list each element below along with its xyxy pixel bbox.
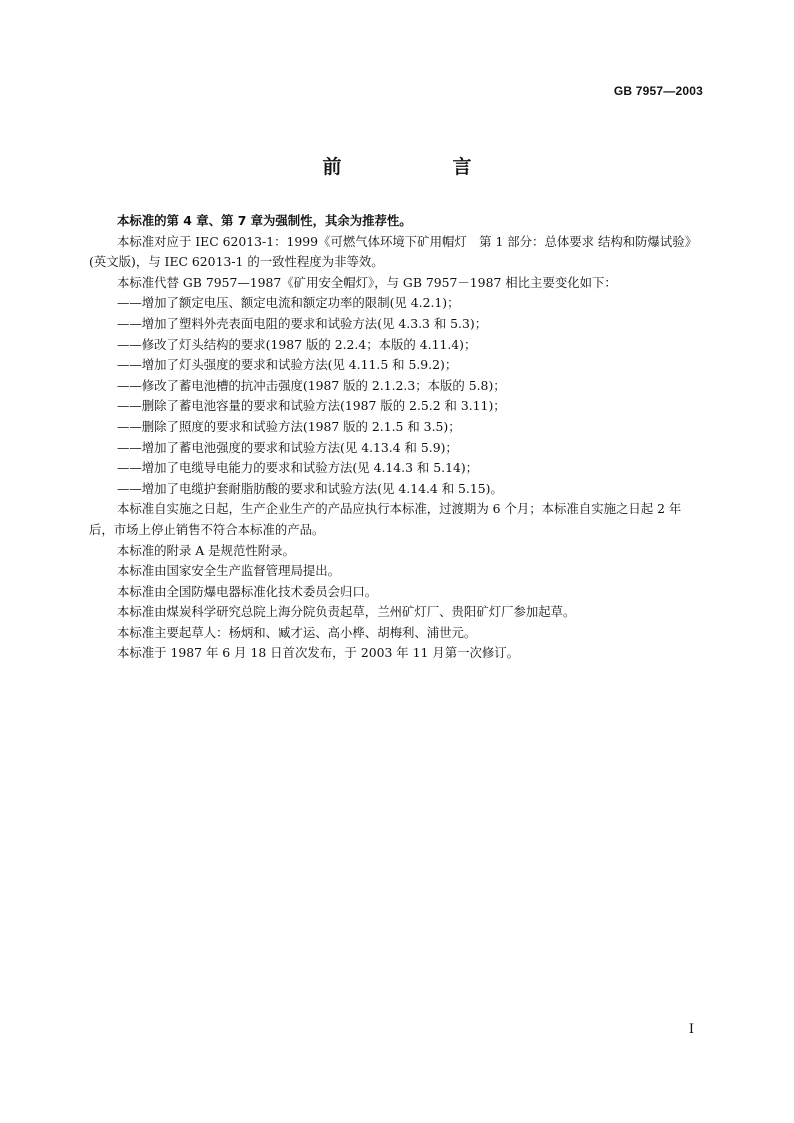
change-item: ——删除了照度的要求和试验方法(1987 版的 2.1.5 和 3.5)； xyxy=(117,418,461,434)
change-item: ——增加了灯头强度的要求和试验方法(见 4.11.5 和 5.9.2)； xyxy=(117,357,458,373)
change-item: ——修改了灯头结构的要求(1987 版的 2.2.4；本版的 4.11.4)； xyxy=(117,336,477,352)
mandatory-note: 本标准的第 4 章、第 7 章为强制性，其余为推荐性。 xyxy=(117,213,412,228)
annex-paragraph: 本标准的附录 A 是规范性附录。 xyxy=(117,542,295,558)
proposer-paragraph: 本标准由国家安全生产监督管理局提出。 xyxy=(117,563,341,579)
foreword-body xyxy=(89,211,705,664)
change-item: ——删除了蓄电池容量的要求和试验方法(1987 版的 2.5.2 和 3.11)； xyxy=(117,398,506,414)
page-title: 前 言 xyxy=(322,156,518,178)
committee-paragraph: 本标准由全国防爆电器标准化技术委员会归口。 xyxy=(117,583,378,599)
drafters-paragraph: 本标准主要起草人：杨炳和、臧才运、高小桦、胡梅利、浦世元。 xyxy=(117,624,477,640)
change-item: ——增加了额定电压、额定电流和额定功率的限制(见 4.2.1)； xyxy=(117,295,460,311)
change-item: ——修改了蓄电池槽的抗冲击强度(1987 版的 2.1.2.3；本版的 5.8)； xyxy=(117,377,506,393)
change-item: ——增加了电缆导电能力的要求和试验方法(见 4.14.3 和 5.14)； xyxy=(117,460,479,476)
change-item: ——增加了塑料外壳表面电阻的要求和试验方法(见 4.3.3 和 5.3)； xyxy=(117,315,488,331)
transition-paragraph: 本标准自实施之日起，生产企业生产的产品应执行本标准，过渡期为 6 个月；本标准自实施之日起 2 年后，市场上停止销售不符合本标准的产品。 xyxy=(89,501,682,537)
replaces-paragraph: 本标准代替 GB 7957—1987《矿用安全帽灯》，与 GB 7957－1987 相比主要变化如下： xyxy=(117,274,617,290)
change-item: ——增加了电缆护套耐脂肪酸的要求和试验方法(见 4.14.4 和 5.15)。 xyxy=(117,480,503,496)
history-paragraph: 本标准于 1987 年 6 月 18 日首次发布，于 2003 年 11 月第一次修订。 xyxy=(117,645,520,661)
page-number: I xyxy=(688,1022,694,1037)
change-item: ——增加了蓄电池强度的要求和试验方法(见 4.13.4 和 5.9)； xyxy=(117,439,458,455)
correspondence-paragraph: 本标准对应于 IEC 62013-1：1999《可燃气体环境下矿用帽灯 第 1 部分：总体要求 结构和防爆试验》(英文版)，与 IEC 62013-1 的一致性程度为非等效。 xyxy=(89,233,698,270)
drafting-units-paragraph: 本标准由煤炭科学研究总院上海分院负责起草，兰州矿灯厂、贵阳矿灯厂参加起草。 xyxy=(117,604,576,620)
standard-code: GB 7957—2003 xyxy=(613,84,703,98)
